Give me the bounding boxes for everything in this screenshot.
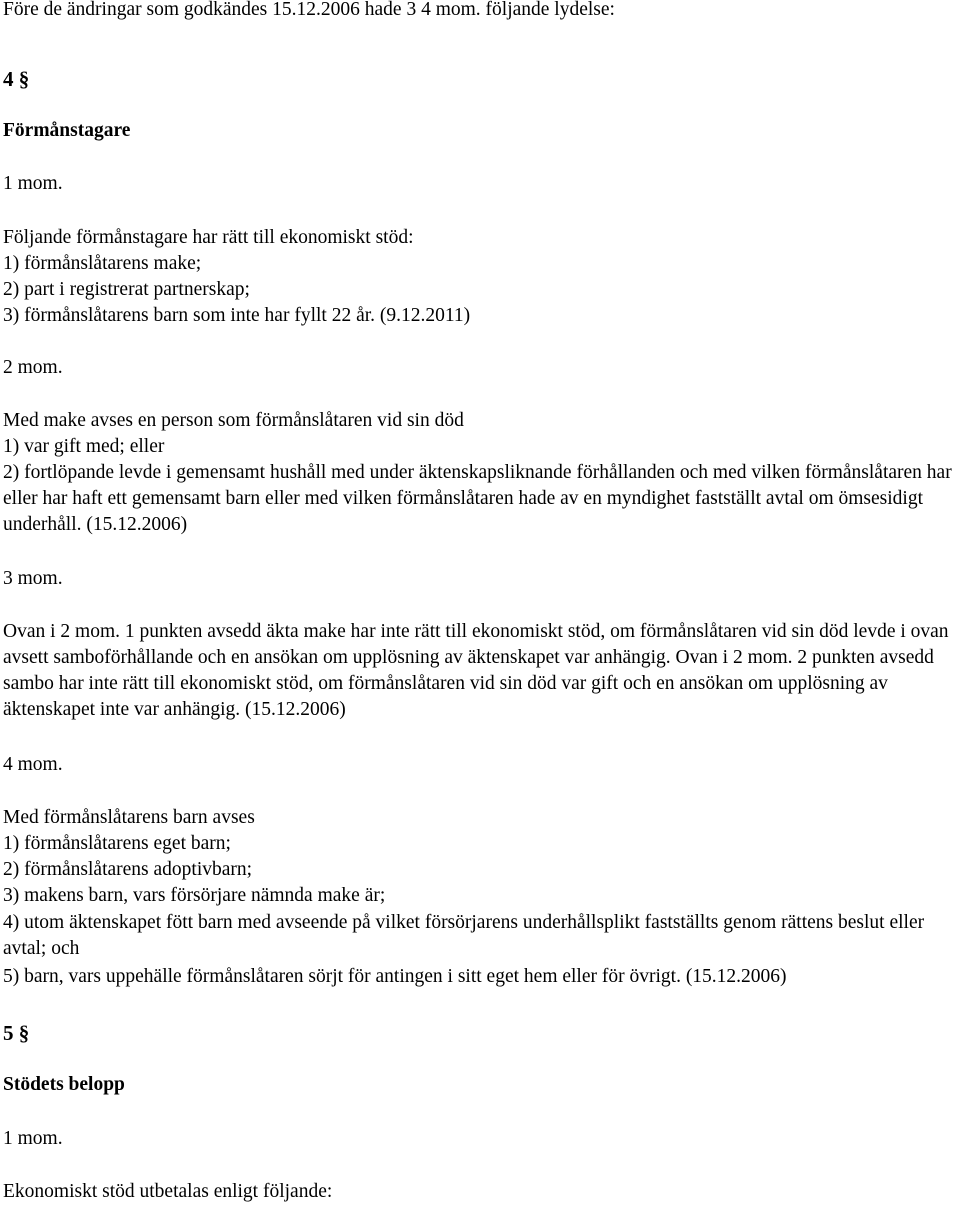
mom-4-line: 2) förmånslåtarens adoptivbarn; — [3, 859, 253, 880]
section-5-title: Stödets belopp — [3, 1074, 125, 1095]
mom-1-line: 3) förmånslåtarens barn som inte har fyllt 22 år. (9.12.2011) — [3, 305, 471, 326]
mom-4-paragraph: 4) utom äktenskapet fött barn med avseende på vilket försörjarens underhållsplikt fastställts genom rättens beslut eller avtal; och — [3, 912, 925, 959]
section-5-mom-1-line: Ekonomiskt stöd utbetalas enligt följande: — [3, 1181, 333, 1202]
mom-4-line: 5) barn, vars uppehälle förmånslåtaren sörjt för antingen i sitt eget hem eller för övrigt. (15.12.2006) — [3, 966, 787, 987]
section-4-mom-4-label: 4 mom. — [3, 754, 63, 775]
mom-1-line: 2) part i registrerat partnerskap; — [3, 279, 250, 300]
mom-4-line: 3) makens barn, vars försörjare nämnda make är; — [3, 885, 386, 906]
mom-1-line: 1) förmånslåtarens make; — [3, 253, 202, 274]
mom-2-line: Med make avses en person som förmånslåtaren vid sin död — [3, 410, 464, 431]
mom-2-line: 1) var gift med; eller — [3, 436, 165, 457]
section-4-number: 4 § — [3, 67, 30, 91]
mom-4-line: Med förmånslåtarens barn avses — [3, 807, 255, 828]
preamble-text: Före de ändringar som godkändes 15.12.2006 hade 3 4 mom. följande lydelse: — [3, 0, 615, 20]
section-5-mom-1-label: 1 mom. — [3, 1128, 63, 1149]
mom-4-line: 1) förmånslåtarens eget barn; — [3, 833, 231, 854]
section-4-title: Förmånstagare — [3, 120, 131, 141]
mom-1-line: Följande förmånstagare har rätt till ekonomiskt stöd: — [3, 227, 414, 248]
section-4-mom-1-label: 1 mom. — [3, 173, 63, 194]
mom-3-paragraph: Ovan i 2 mom. 1 punkten avsedd äkta make har inte rätt till ekonomiskt stöd, om förmånslåtaren vid sin död levde i ovan avsett samboförhållande och en ansökan om upplösning av äktenskapet var anhängig. Ovan i 2 mom. 2 punkten avsedd sambo har inte rätt till ekonomiskt stöd, om förmånslåtaren vid sin död var gift och en ansökan om upplösning av äktenskapet inte var anhängig. (15.12.2006) — [3, 621, 949, 720]
section-4-mom-2-label: 2 mom. — [3, 357, 63, 378]
section-5-number: 5 § — [3, 1021, 30, 1045]
mom-2-paragraph: 2) fortlöpande levde i gemensamt hushåll med under äktenskapsliknande förhållanden och med vilken förmånslåtaren har eller har haft ett gemensamt barn eller med vilken förmånslåtaren hade av en myndighet fastställt avtal om ömsesidigt underhåll. (15.12.2006) — [3, 462, 952, 535]
section-4-mom-3-label: 3 mom. — [3, 568, 63, 589]
